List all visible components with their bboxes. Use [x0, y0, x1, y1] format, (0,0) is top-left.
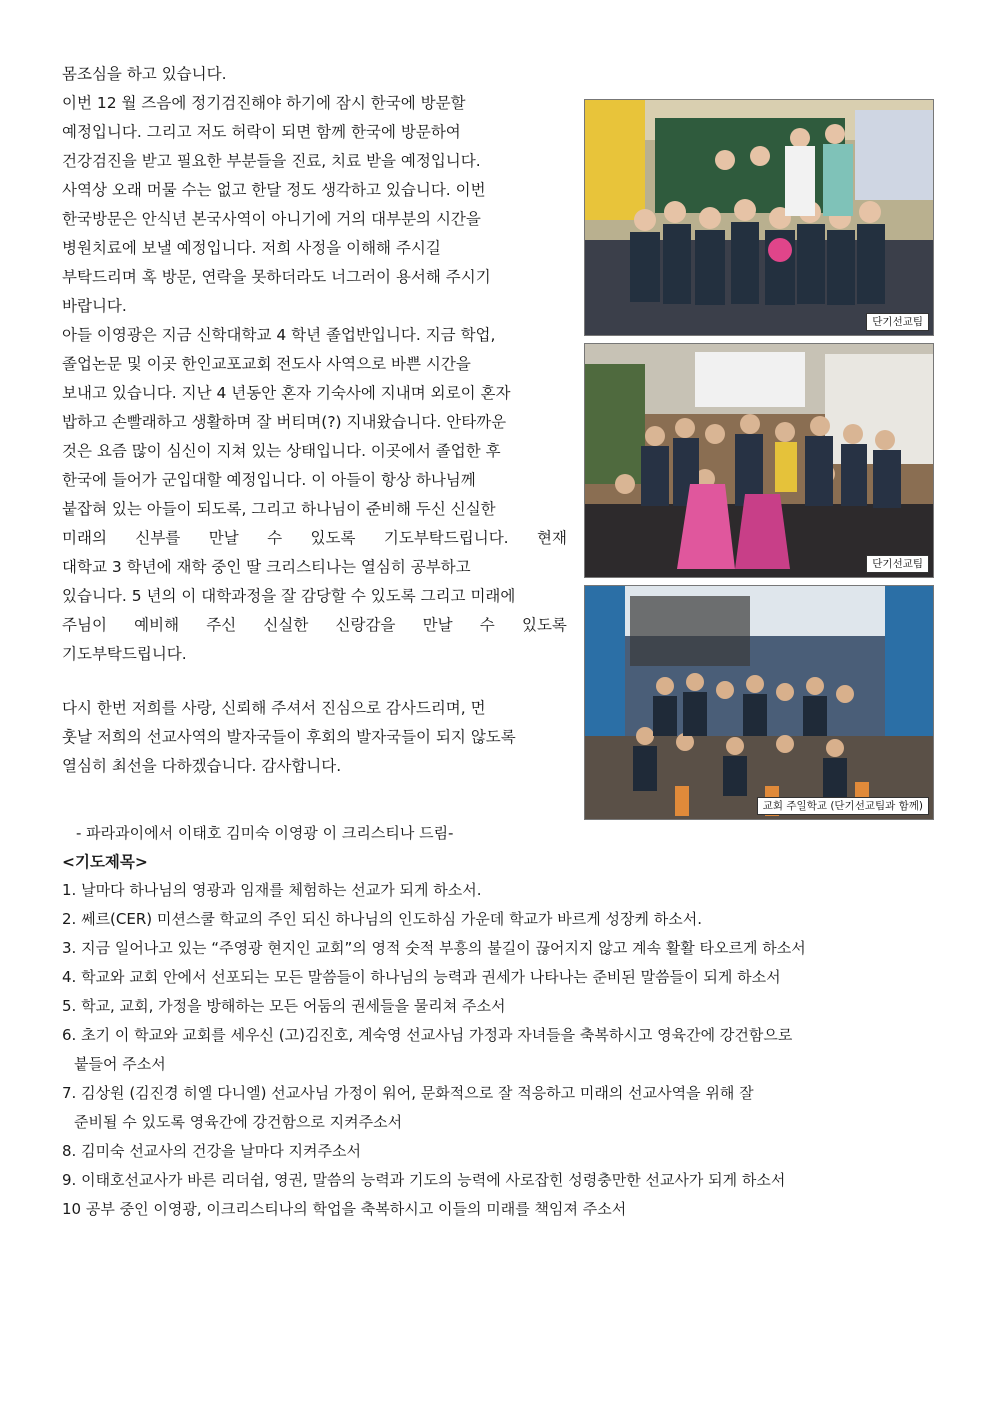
prayer-item-text: 6. 초기 이 학교와 교회를 세우신 (고)김진호, 계숙영 선교사님 가정과 자녀들을 축복하시고 영육간에 강건함으로: [62, 1026, 793, 1044]
prayer-item-text: 8. 김미숙 선교사의 건강을 날마다 지켜주소서: [62, 1142, 361, 1160]
prayer-item-text: 10 공부 중인 이영광, 이크리스티나의 학업을 축복하시고 이들의 미래를 책임져 주소서: [62, 1200, 627, 1218]
prayer-list: [62, 876, 932, 1224]
paragraph-line: 아들 이영광은 지금 신학대학교 4 학년 졸업반입니다. 지금 학업,: [62, 326, 496, 344]
photo-caption: 교회 주일학교 (단기선교팀과 함께): [757, 797, 929, 815]
paragraph-line: 한국에 들어가 군입대할 예정입니다. 이 아들이 항상 하나님께: [62, 471, 476, 489]
signature-line: - 파라과이에서 이태호 김미숙 이영광 이 크리스티나 드림-: [76, 824, 454, 842]
prayer-item: [62, 876, 932, 905]
paragraph-children: [62, 321, 567, 669]
paragraph-line: 병원치료에 보낼 예정입니다. 저희 사정을 이해해 주시길: [62, 239, 441, 257]
justified-word: 있도록: [310, 529, 356, 547]
prayer-item: [62, 1079, 932, 1137]
classroom-photo-image: [585, 100, 933, 335]
paragraph-line: 한국방문은 안식년 본국사역이 아니기에 거의 대부분의 시간을: [62, 210, 481, 228]
justified-word: 미래의: [62, 529, 107, 547]
paragraph-health-visit: [62, 60, 567, 321]
justified-word: 주님이: [62, 616, 107, 634]
photo-hanbok-team: [584, 343, 934, 578]
paragraph-line: 몸조심을 하고 있습니다.: [62, 65, 227, 83]
prayer-item-text: 1. 날마다 하나님의 영광과 임재를 체험하는 선교가 되게 하소서.: [62, 881, 482, 899]
justified-word: 만날: [208, 529, 239, 547]
paragraph-line: 예정입니다. 그리고 저도 허락이 되면 함께 한국에 방문하여: [62, 123, 461, 141]
prayer-item-continuation: 준비될 수 있도록 영육간에 강건함으로 지켜주소서: [74, 1113, 403, 1131]
paragraph-line: 밥하고 손빨래하고 생활하며 잘 버티며(?) 지내왔습니다. 안타까운: [62, 413, 507, 431]
prayer-item: [62, 1137, 932, 1166]
paragraph-line: 기도부탁드립니다.: [62, 645, 187, 663]
hanbok-photo-image: [585, 344, 933, 577]
paragraph-line: 다시 한번 저희를 사랑, 신뢰해 주셔서 진심으로 감사드리며, 먼: [62, 699, 486, 717]
prayer-item-text: 9. 이태호선교사가 바른 리더쉽, 영권, 말씀의 능력과 기도의 능력에 사로잡힌 성령충만한 선교사가 되게 하소서: [62, 1171, 786, 1189]
prayer-title: <기도제목>: [62, 853, 148, 871]
prayer-item: [62, 1195, 932, 1224]
paragraph-line: 열심히 최선을 다하겠습니다. 감사합니다.: [62, 757, 342, 775]
paragraph-line: 사역상 오래 머물 수는 없고 한달 정도 생각하고 있습니다. 이번: [62, 181, 486, 199]
prayer-item: [62, 992, 932, 1021]
justified-word: 신실한: [263, 616, 309, 634]
justified-word: 신랑감을: [335, 616, 396, 634]
paragraph-line: 대학교 3 학년에 재학 중인 딸 크리스티나는 열심히 공부하고: [62, 558, 471, 576]
prayer-item: [62, 934, 932, 963]
prayer-item-text: 5. 학교, 교회, 가정을 방해하는 모든 어둠의 권세들을 물리쳐 주소서: [62, 997, 506, 1015]
justified-word: 있도록: [521, 616, 567, 634]
prayer-item-text: 7. 김상원 (김진경 히엘 다니엘) 선교사님 가정이 워어, 문화적으로 잘 적응하고 미래의 선교사역을 위해 잘: [62, 1084, 754, 1102]
paragraph-line: 있습니다. 5 년의 이 대학과정을 잘 감당할 수 있도록 그리고 미래에: [62, 587, 516, 605]
paragraph-line: 것은 요즘 많이 심신이 지쳐 있는 상태입니다. 이곳에서 졸업한 후: [62, 442, 501, 460]
justified-word: 신부를: [135, 529, 181, 547]
justified-line: [62, 524, 567, 553]
justified-word: 수: [267, 529, 283, 547]
justified-word: 현재: [537, 529, 567, 547]
paragraph-line: 바랍니다.: [62, 297, 127, 315]
paragraph-line: 보내고 있습니다. 지난 4 년동안 혼자 기숙사에 지내며 외로이 혼자: [62, 384, 511, 402]
paragraph-line: 건강검진을 받고 필요한 부분들을 진료, 치료 받을 예정입니다.: [62, 152, 481, 170]
justified-line: [62, 611, 567, 640]
prayer-item: [62, 905, 932, 934]
photo-sunday-school: [584, 585, 934, 820]
paragraph-line: 이번 12 월 즈음에 정기검진해야 하기에 잠시 한국에 방문할: [62, 94, 466, 112]
justified-word: 기도부탁드립니다.: [383, 529, 509, 547]
justified-word: 수: [479, 616, 495, 634]
paragraph-line: 붙잡혀 있는 아들이 되도록, 그리고 하나님이 준비해 두신 신실한: [62, 500, 496, 518]
prayer-item-text: 3. 지금 일어나고 있는 “주영광 현지인 교회”의 영적 숫적 부흥의 불길이 끊어지지 않고 계속 활활 타오르게 하소서: [62, 939, 806, 957]
photo-classroom-team: [584, 99, 934, 336]
prayer-item: [62, 963, 932, 992]
sunday-school-photo-image: [585, 586, 933, 819]
prayer-item: [62, 1166, 932, 1195]
justified-word: 예비해: [134, 616, 180, 634]
paragraph-line: 훗날 저희의 선교사역의 발자국들이 후회의 발자국들이 되지 않도록: [62, 728, 516, 746]
prayer-item: [62, 1021, 932, 1079]
prayer-item-text: 2. 쎄르(CER) 미션스쿨 학교의 주인 되신 하나님의 인도하심 가운데 학교가 바르게 성장케 하소서.: [62, 910, 703, 928]
photo-caption: 단기선교팀: [866, 555, 929, 573]
photo-caption: 단기선교팀: [866, 313, 929, 331]
prayer-item-text: 4. 학교와 교회 안에서 선포되는 모든 말씀들이 하나님의 능력과 권세가 나타나는 준비된 말씀들이 되게 하소서: [62, 968, 781, 986]
paragraph-thanks: [62, 694, 567, 781]
paragraph-line: 졸업논문 및 이곳 한인교포교회 전도사 사역으로 바쁜 시간을: [62, 355, 471, 373]
justified-word: 주신: [206, 616, 237, 634]
paragraph-line: 부탁드리며 혹 방문, 연락을 못하더라도 너그러이 용서해 주시기: [62, 268, 491, 286]
prayer-item-continuation: 붙들어 주소서: [74, 1055, 166, 1073]
justified-word: 만날: [422, 616, 453, 634]
